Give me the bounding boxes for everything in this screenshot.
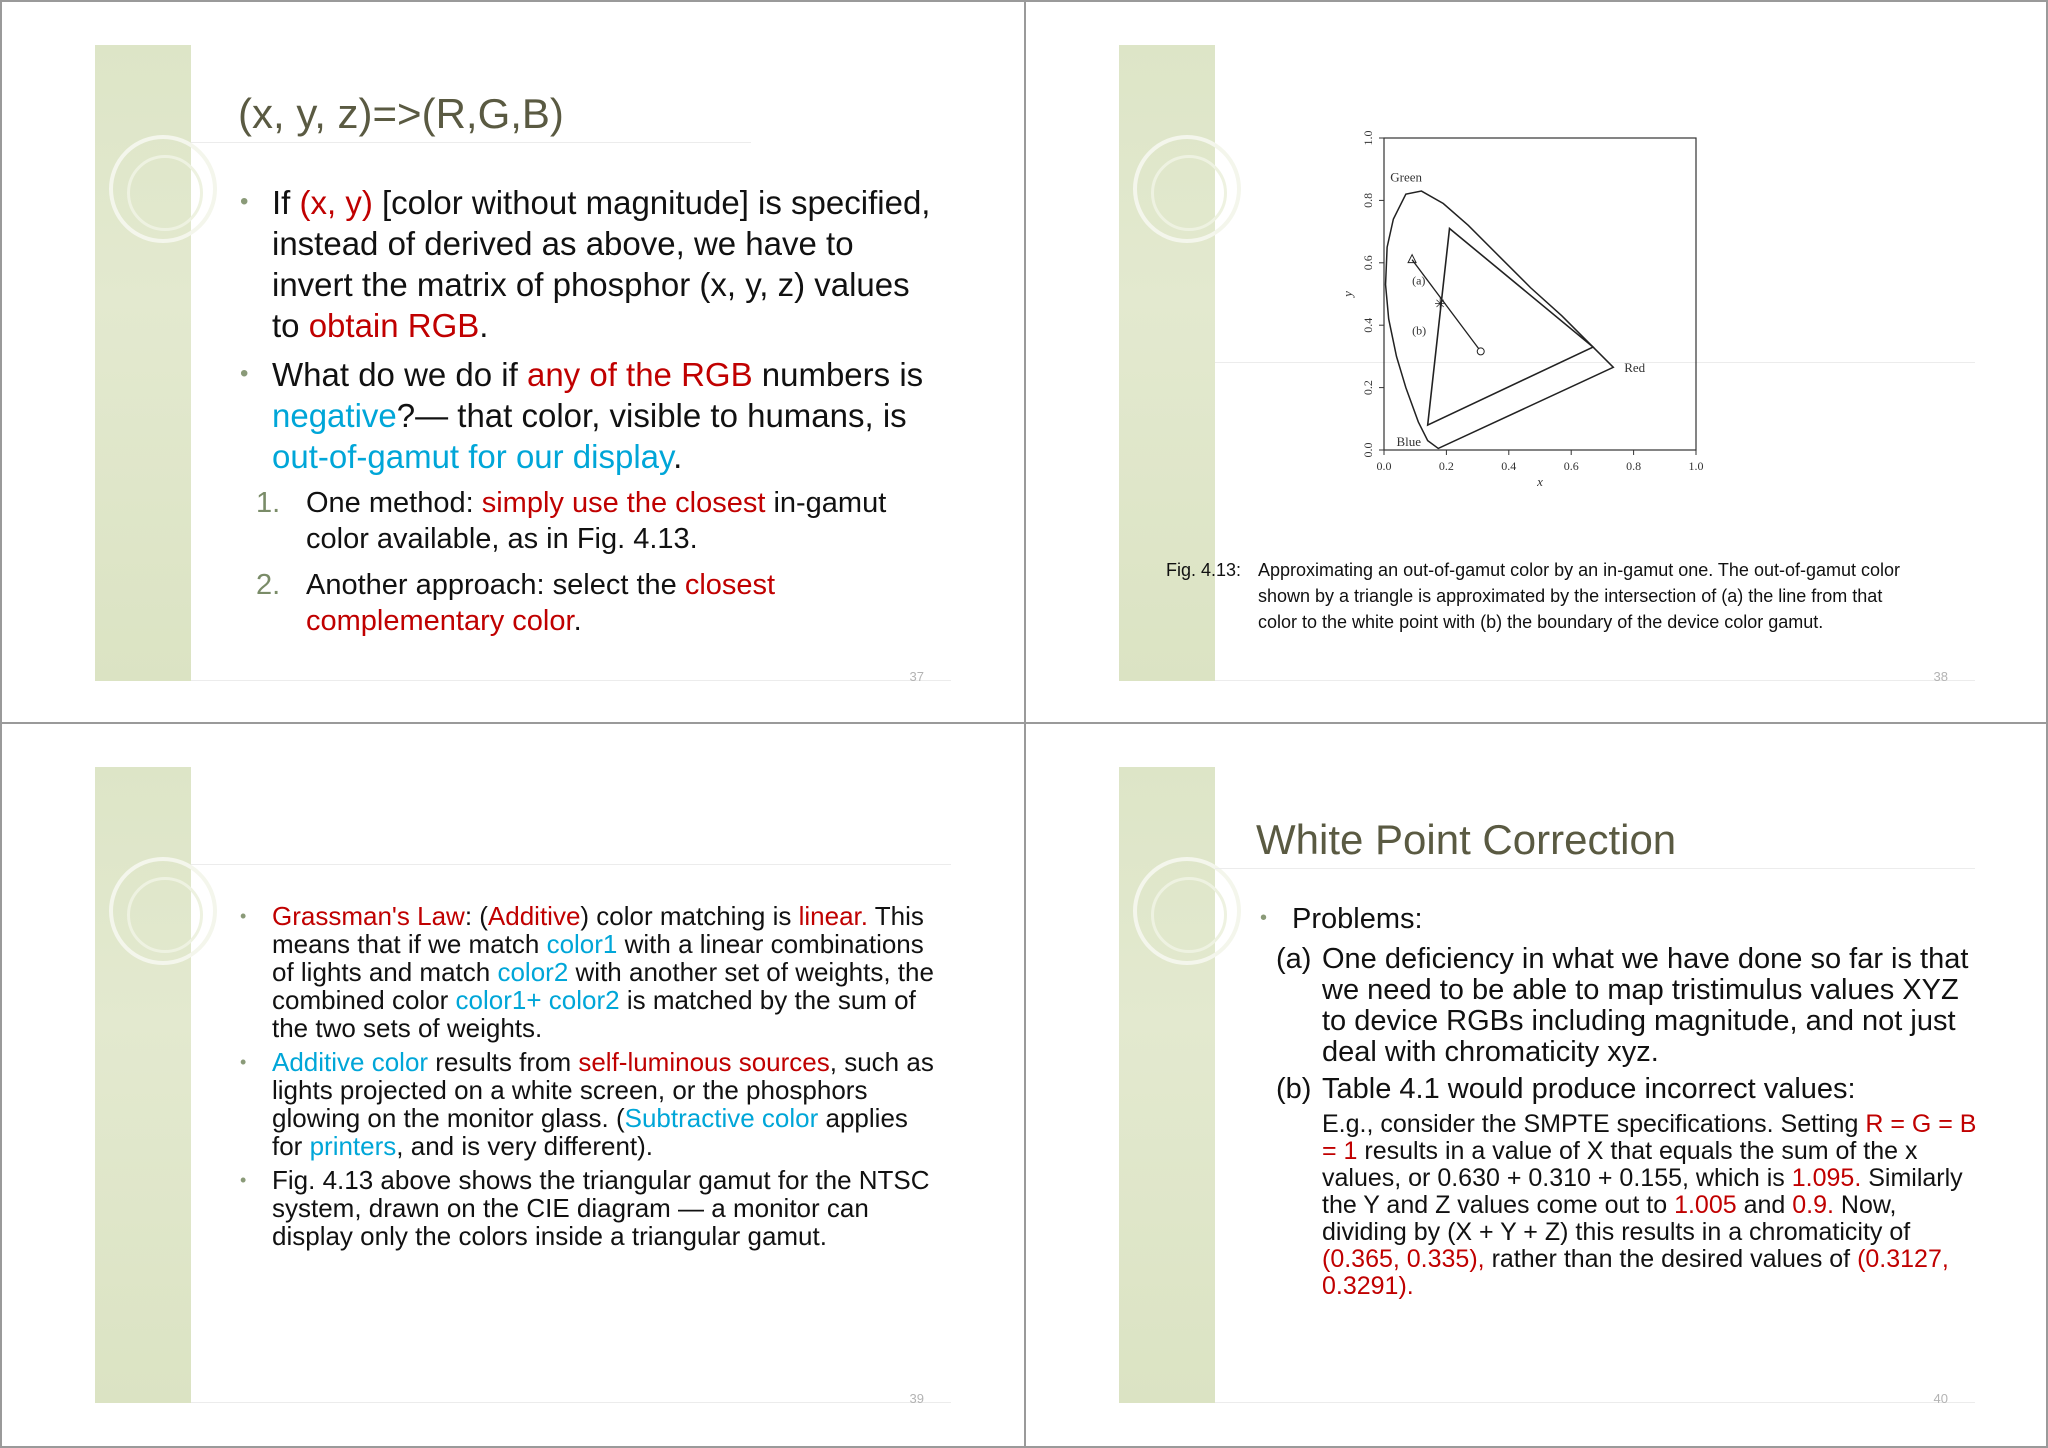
text-run: self-luminous sources <box>578 1047 830 1077</box>
lettered-item <box>1276 1074 1978 1105</box>
text-run: If <box>272 184 300 221</box>
text-run: results in a value of X that equals the sum of the x values, or 0.630 + 0.310 + 0.155, which is <box>1322 1137 1918 1192</box>
y-tick-label: 0.6 <box>1361 255 1375 271</box>
text-run: , such as lights projected on a white screen, or the phosphors glowing on the monitor glass. ( <box>272 1047 934 1133</box>
lettered-item <box>1276 944 1978 1068</box>
text-run: Fig. 4.13 above shows the triangular gamut for the NTSC system, drawn on the CIE diagram — a monitor can display only the colors inside a triangular gamut. <box>272 1165 930 1251</box>
text-run: One method: <box>306 487 482 519</box>
bullet-dot-icon: • <box>240 906 247 926</box>
text-run: results from <box>428 1047 579 1077</box>
bullet-item <box>238 1166 938 1250</box>
bullet-dot-icon: • <box>240 1170 247 1190</box>
text-run: Similarly the Y and Z values come out to <box>1322 1164 1963 1219</box>
text-run: Table 4.1 would produce incorrect values: <box>1322 1073 1856 1105</box>
chart-axes <box>1379 138 1696 455</box>
footer-rule <box>1215 1402 1975 1403</box>
text-run: . <box>673 438 683 475</box>
text-run: Additive <box>487 901 581 931</box>
text-run: simply use the closest <box>481 487 766 519</box>
bullet-item <box>238 1048 938 1160</box>
slide-decoration <box>95 767 191 1403</box>
item-number: 2. <box>256 569 281 601</box>
text-run: linear. <box>798 901 868 931</box>
text-run: Subtractive color <box>624 1103 819 1133</box>
item-number: 1. <box>256 487 281 519</box>
text-run: Another approach: select the <box>306 569 685 601</box>
text-run: any of the RGB <box>526 356 753 393</box>
text-run: One deficiency in what we have done so far is that we need to be able to map tristimulus values XYZ to device RGBs including magnitude, and not just deal with chromaticity xyz. <box>1322 943 1969 1068</box>
slide-title: White Point Correction <box>1256 816 1677 863</box>
bullet-dot-icon: • <box>240 360 249 387</box>
slide-title: (x, y, z)=>(R,G,B) <box>238 90 564 137</box>
cie-chromaticity-chart <box>1306 118 1766 538</box>
white-point-marker <box>1477 348 1484 355</box>
bullet-dot-icon: • <box>1260 907 1268 929</box>
numbered-item <box>256 567 938 639</box>
slide-decoration <box>95 45 191 681</box>
text-run: is matched by the sum of the two sets of weights. <box>272 985 916 1043</box>
bullet-item <box>238 902 938 1042</box>
numbered-item <box>256 485 938 557</box>
bullet-dot-icon: • <box>240 188 249 215</box>
text-run: applies for <box>272 1103 908 1161</box>
text-run: ) color matching is <box>580 901 799 931</box>
text-run: . <box>573 605 582 637</box>
text-run: R = G = B = 1 <box>1322 1110 1977 1165</box>
text-run: 0.9. <box>1792 1191 1834 1219</box>
bullet-item <box>238 354 938 477</box>
text-run: with a linear combinations of lights and match <box>272 929 924 987</box>
text-run: . <box>479 307 489 344</box>
title-rule <box>191 864 951 865</box>
text-run: Problems: <box>1292 903 1423 935</box>
caption-label: Fig. 4.13: <box>1166 560 1242 580</box>
gamut-triangle <box>1428 228 1593 425</box>
text-run: in-gamut color available, as in Fig. 4.13. <box>306 487 887 555</box>
text-run: ?— that color, visible to humans, is <box>396 397 907 434</box>
text-run: E.g., consider the SMPTE specifications. Setting <box>1322 1110 1866 1138</box>
x-tick-label: 0.2 <box>1438 459 1454 473</box>
bullet-dot-icon: • <box>240 1052 247 1072</box>
spectral-locus <box>1386 191 1614 448</box>
text-run: rather than the desired values of <box>1484 1245 1858 1273</box>
text-run: color2 <box>497 957 569 987</box>
text-run: out-of-gamut for our display <box>272 438 674 475</box>
item-label: (b) <box>1276 1073 1312 1105</box>
y-tick-label: 0.8 <box>1361 192 1375 208</box>
slide-40 <box>1026 724 2046 1444</box>
text-run: Grassman's Law <box>272 901 465 931</box>
y-tick-label: 0.0 <box>1361 442 1375 458</box>
title-rule <box>1215 868 1975 869</box>
text-run: What do we do if <box>272 356 527 393</box>
text-run: with another set of weights, the combined color <box>272 957 934 1015</box>
text-run: , and is very different). <box>396 1131 654 1161</box>
intersection-marker: ✳ <box>1434 297 1447 313</box>
text-run: and <box>1736 1191 1793 1219</box>
x-tick-label: 0.0 <box>1376 459 1392 473</box>
region-label: Red <box>1624 360 1646 375</box>
y-tick-label: 1.0 <box>1361 130 1375 146</box>
text-run: closest complementary color <box>306 569 776 637</box>
region-label: Green <box>1390 169 1423 185</box>
page-number: 37 <box>909 669 924 684</box>
bullet-list <box>238 902 938 1256</box>
text-run: Now, dividing by (X + Y + Z) this results in a chromaticity of <box>1322 1191 1911 1246</box>
bullet-item <box>1258 902 1978 936</box>
y-axis-label: y <box>1340 291 1355 297</box>
bullet-list <box>1258 902 1978 1300</box>
page-number: 40 <box>1933 1391 1948 1406</box>
text-run: : ( <box>464 901 488 931</box>
x-axis-label: x <box>1537 474 1543 489</box>
slide-37 <box>2 2 1022 722</box>
text-run: negative <box>272 397 397 434</box>
x-tick-label: 0.6 <box>1563 459 1579 473</box>
item-label: (a) <box>1276 943 1312 975</box>
text-run: 1.095. <box>1791 1164 1862 1192</box>
x-tick-label: 0.4 <box>1501 459 1517 473</box>
footer-rule <box>191 680 951 681</box>
text-run: color1 <box>546 929 618 959</box>
x-tick-label: 0.8 <box>1626 459 1642 473</box>
bullet-item <box>238 182 938 346</box>
y-tick-label: 0.2 <box>1361 380 1375 396</box>
page-number: 39 <box>909 1391 924 1406</box>
slide-38 <box>1026 2 2046 722</box>
figure-caption <box>1166 557 1926 635</box>
annotation-label: (b) <box>1412 323 1427 338</box>
chart-marks <box>1386 191 1614 448</box>
caption-text: Approximating an out-of-gamut color by an in-gamut one. The out-of-gamut color shown by a triangle is approximated by the intersection of (a) the line from that color to the white point with (b) the boundary of the device color gamut. <box>1258 560 1901 632</box>
text-run: numbers is <box>752 356 924 393</box>
region-label: Blue <box>1396 434 1422 449</box>
out-of-gamut-marker <box>1408 255 1416 263</box>
bullet-list <box>238 182 938 649</box>
footer-rule <box>1215 680 1975 681</box>
text-run: (x, y) <box>299 184 373 221</box>
text-run: obtain RGB <box>308 307 480 344</box>
annotation-label: (a) <box>1412 273 1426 288</box>
text-run: (0.3127, 0.3291). <box>1322 1245 1949 1300</box>
text-run: color1+ color2 <box>455 985 620 1015</box>
chart-labels <box>1340 131 1704 490</box>
text-run: 1.005 <box>1674 1191 1737 1219</box>
text-run: This means that if we match <box>272 901 924 959</box>
example-paragraph <box>1322 1111 1978 1300</box>
slide-decoration <box>1119 767 1215 1403</box>
text-run: Additive color <box>272 1047 429 1077</box>
page-number: 38 <box>1933 669 1948 684</box>
text-run: [color without magnitude] is specified, instead of derived as above, we have to invert the matrix of phosphor (x, y, z) values to <box>272 184 931 344</box>
title-rule <box>191 142 751 143</box>
text-run: (0.365, 0.335), <box>1322 1245 1485 1273</box>
slide-39 <box>2 724 1022 1444</box>
text-run: printers <box>309 1131 397 1161</box>
footer-rule <box>191 1402 951 1403</box>
x-tick-label: 1.0 <box>1688 459 1704 473</box>
y-tick-label: 0.4 <box>1361 317 1375 333</box>
